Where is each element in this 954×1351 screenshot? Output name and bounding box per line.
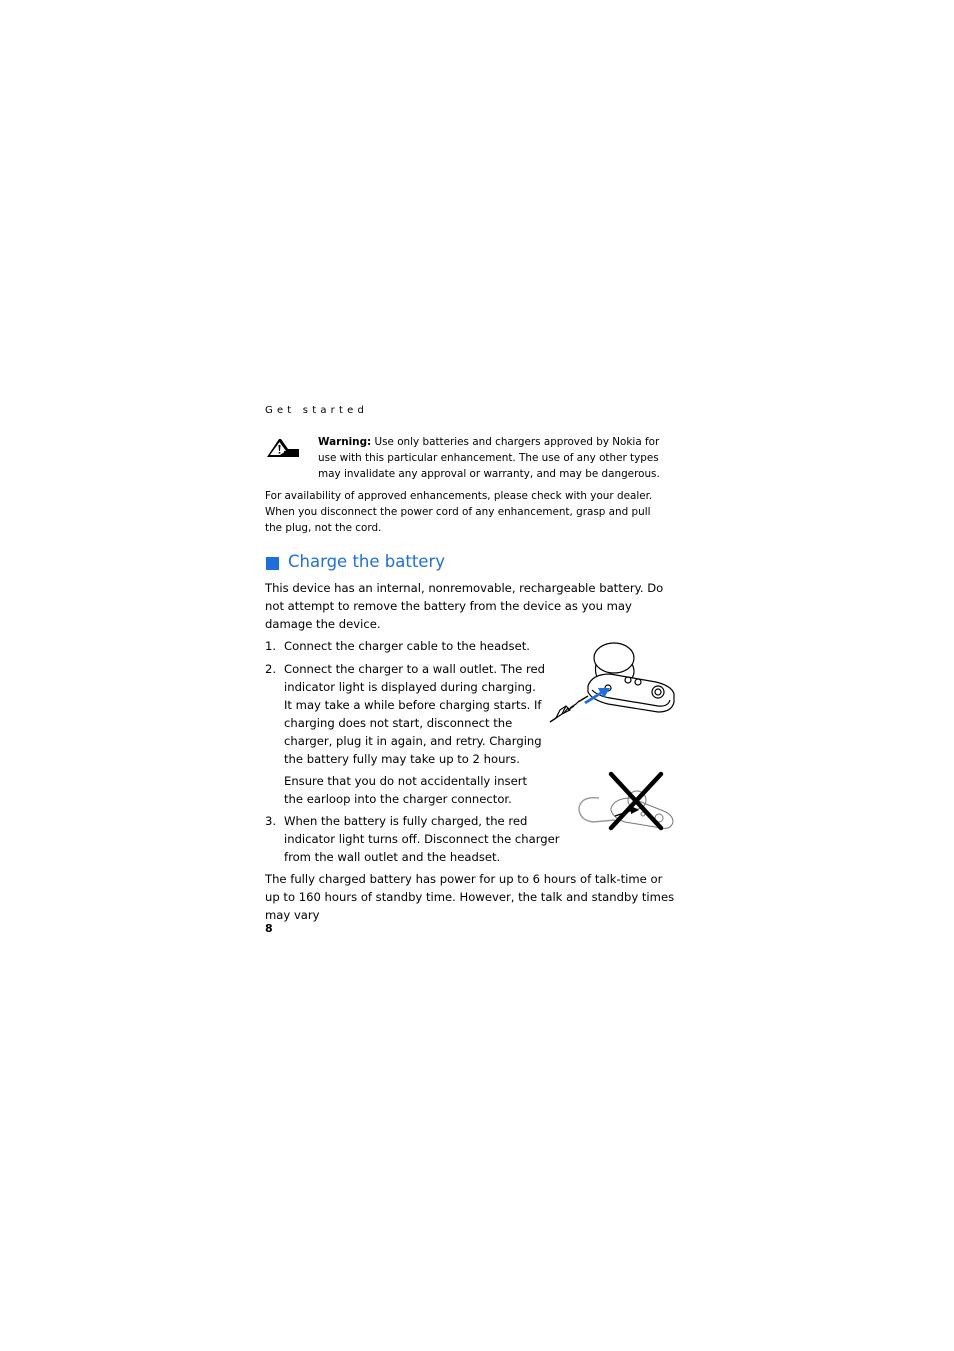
section-heading	[265, 554, 677, 578]
step-number: 2.	[265, 662, 277, 676]
section-square-icon	[266, 557, 279, 570]
ensure-note: Ensure that you do not accidentally insert the earloop into the charger connector.	[284, 774, 528, 806]
warning-label: Warning:	[318, 436, 372, 448]
warning-text	[318, 434, 663, 482]
running-header: Get started	[265, 405, 368, 416]
charger-illustration	[548, 636, 676, 726]
step-text: Connect the charger to a wall outlet. The red indicator light is displayed during charging. It may take a while before charging starts. If charging does not start, disconnect the charger, plug it in again, and retry. Charging the battery fully may take up to 2 hours.	[284, 662, 546, 766]
final-paragraph: The fully charged battery has power for up to 6 hours of talk-time or up to 160 hours of standby time. However, the talk and standby times may vary	[265, 872, 675, 922]
step-number: 3.	[265, 814, 277, 828]
section-title: Charge the battery	[288, 552, 445, 571]
warning-body: Use only batteries and chargers approved by Nokia for use with this particular enhancement. The use of any other types may invalidate any approval or warranty, and may be dangerous.	[318, 436, 660, 480]
intro-paragraph: This device has an internal, nonremovable, rechargeable battery. Do not attempt to remove the battery from the device as you may damage the device.	[265, 581, 664, 631]
warning-block	[265, 434, 677, 482]
step-text: When the battery is fully charged, the red indicator light turns off. Disconnect the charger from the wall outlet and the headset.	[284, 814, 560, 864]
list-item	[265, 637, 544, 655]
step-text: Connect the charger cable to the headset.	[284, 639, 530, 653]
list-item	[265, 812, 570, 866]
earloop-wrong-illustration	[575, 770, 677, 832]
step-number: 1.	[265, 639, 277, 653]
warning-icon	[266, 436, 300, 458]
enhancement-note: For availability of approved enhancements, please check with your dealer. When you disconnect the power cord of any enhancement, grasp and pull the plug, not the cord.	[265, 490, 653, 534]
page-number: 8	[265, 922, 273, 935]
list-item	[265, 660, 546, 768]
